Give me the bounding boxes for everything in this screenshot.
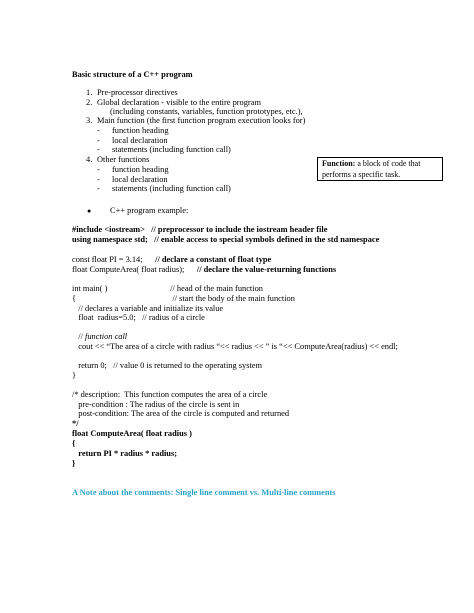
code-line-func-return: return PI * radius * radius; bbox=[72, 449, 178, 458]
example-label: C++ program example: bbox=[110, 206, 189, 215]
comments-note: A Note about the comments: Single line comment vs. Multi-line comments bbox=[72, 488, 336, 497]
code-line-return: return 0; // value 0 is returned to the operating system bbox=[72, 361, 263, 370]
list-item: Pre-processor directives bbox=[97, 88, 178, 97]
code-line-func-close: } bbox=[72, 459, 76, 468]
code-line-close-brace: } bbox=[72, 371, 77, 380]
code-line-namespace: using namespace std; // enable access to special symbols defined in the std namespace bbox=[72, 235, 380, 244]
code-comment: // declare a constant of float type bbox=[155, 255, 272, 264]
code-line-end-comment: */ bbox=[72, 419, 79, 428]
code-line-postcondition: post-condition: The area of the circle is computed and returned bbox=[72, 409, 290, 418]
sub-item: function heading bbox=[112, 165, 169, 174]
dash-marker: - bbox=[97, 175, 100, 184]
dash-marker: - bbox=[97, 145, 100, 154]
function-definition-box bbox=[317, 157, 443, 181]
code-text: const float PI = 3.14; bbox=[72, 255, 156, 264]
page-title: Basic structure of a C++ program bbox=[72, 70, 193, 79]
code-comment: // declare the value-returning functions bbox=[196, 265, 337, 274]
code-line-radius: float radius=5.0; // radius of a circle bbox=[72, 313, 205, 322]
list-number: 3. bbox=[86, 116, 93, 125]
sub-item: statements (including function call) bbox=[112, 184, 231, 193]
code-comment: function call bbox=[85, 332, 128, 341]
code-line-open-brace: { // start the body of the main function bbox=[72, 294, 295, 303]
bullet-icon: ● bbox=[87, 207, 92, 215]
list-item: Global declaration - visible to the entire program bbox=[97, 98, 261, 107]
code-text: float ComputeArea( float radius); bbox=[72, 265, 197, 274]
list-item-continuation: (including constants, variables, function prototypes, etc.), bbox=[110, 107, 303, 116]
code-line-main: int main( ) // head of the main function bbox=[72, 284, 263, 293]
code-line-comment: // declares a variable and initialize its value bbox=[72, 304, 224, 313]
code-line-const bbox=[72, 255, 271, 265]
sub-item: statements (including function call) bbox=[112, 145, 231, 154]
callout-text: a block of code that performs a specific task. bbox=[322, 159, 421, 179]
code-line-desc: /* description: This function computes the area of a circle bbox=[72, 390, 268, 399]
code-line-precondition: pre-condition : The radius of the circle is sent in bbox=[72, 400, 240, 409]
list-item: Other functions bbox=[97, 155, 150, 164]
callout-term: Function: bbox=[322, 159, 356, 168]
code-text: // bbox=[72, 332, 86, 341]
sub-item: function heading bbox=[112, 126, 169, 135]
dash-marker: - bbox=[97, 126, 100, 135]
dash-marker: - bbox=[97, 165, 100, 174]
code-line-call-comment bbox=[72, 332, 127, 342]
sub-item: local declaration bbox=[112, 136, 168, 145]
code-line-func-open: { bbox=[72, 439, 76, 448]
list-number: 2. bbox=[86, 98, 93, 107]
code-line-prototype bbox=[72, 265, 336, 275]
code-line-cout: cout << “The area of a circle with radius “<< radius << ” is “<< ComputeArea(radius) << endl; bbox=[72, 342, 398, 351]
dash-marker: - bbox=[97, 184, 100, 193]
list-number: 4. bbox=[86, 155, 93, 164]
code-line-func-head: float ComputeArea( float radius ) bbox=[72, 429, 192, 438]
sub-item: local declaration bbox=[112, 175, 168, 184]
list-number: 1. bbox=[86, 88, 93, 97]
dash-marker: - bbox=[97, 136, 100, 145]
list-item: Main function (the first function program execution looks for) bbox=[97, 116, 306, 125]
code-line-include: #include <iostream> // preprocessor to include the iostream header file bbox=[72, 225, 328, 234]
